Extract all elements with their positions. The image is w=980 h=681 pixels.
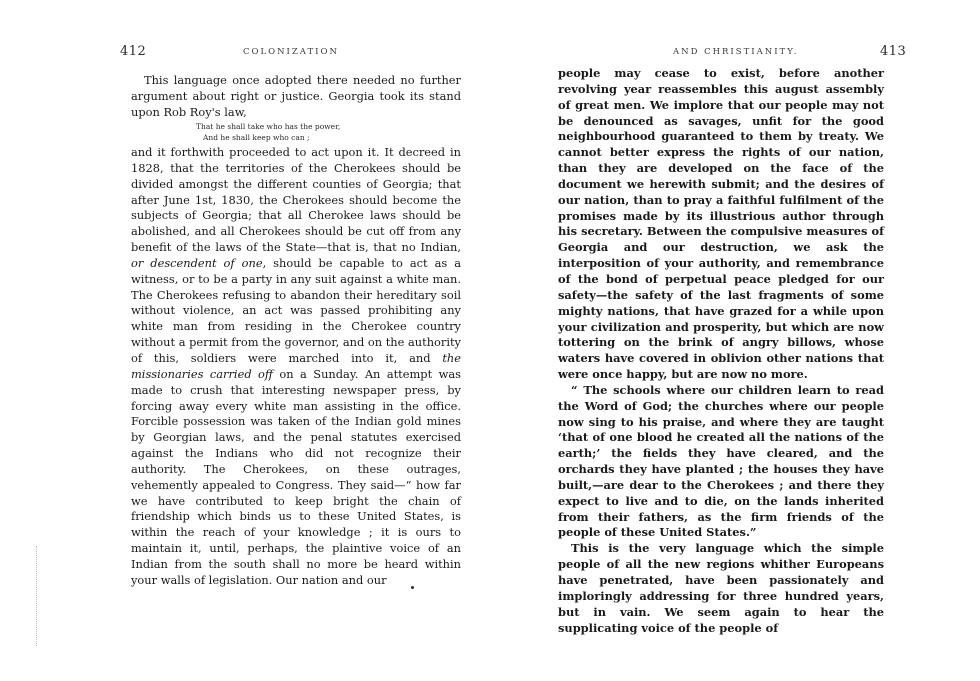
main-text-part-2: , should be capable to act as a witness, or to be a party in any suit against a white man. The Cherokees refusing to abandon their hereditary soil without violence, an act was passed prohibiting any white man from residing in the Cherokee country without a permit from the governor, and on the authority of this, soldiers were marched into it, and — [131, 255, 461, 365]
left-running-head: COLONIZATION — [243, 47, 339, 57]
main-text-part-1: and it forthwith proceeded to act upon it. It decreed in 1828, that the territories of the Cherokees should be divided amongst the different counties of Georgia; that after June 1st, 1830, the Cherokees should become the subjects of Georgia; that all Cherokee laws should be abolished, and all Cherokees should be cut off from any benefit of the laws of the State—that is, that no Indian, — [131, 145, 461, 255]
left-lead-paragraph — [131, 73, 461, 121]
verse-quotation — [196, 121, 340, 143]
italic-phrase-missionaries: the missionaries carried off — [131, 350, 461, 381]
lead-paragraph-text: This language once adopted there needed no further argument about right or justice. Georgia took its stand upon Rob Roy's law, — [131, 73, 461, 119]
right-running-head: AND CHRISTIANITY. — [673, 47, 799, 57]
ink-dot — [411, 586, 414, 589]
italic-phrase-descendent: or descendent of one — [131, 255, 263, 270]
main-text-part-3: on a Sunday. An attempt was made to crush that interesting newspaper press, by forcing away every white man assisting in the office. Forcible possession was taken of the Indian gold mines by Georgian laws, and the penal statutes exercised against the Indians who did not recognize their authority. The Cherokees, on these outrages, vehemently appealed to Congress. They said—“ how far we have contributed to keep bright the chain of friendship which binds us to these United States, is within the reach of your knowledge ; it is ours to maintain it, until, perhaps, the plaintive voice of an Indian from the south shall no more be heard within your walls of legislation. Our nation and our — [131, 366, 461, 587]
left-page-number: 412 — [120, 44, 147, 59]
verse-line-2: And he shall keep who can ; — [203, 133, 310, 142]
right-paragraph-2: “ The schools where our children learn to read the Word of God; the churches where our people now sing to his praise, and where they are taught ‘that of one blood he created all the nations of the earth;’ the fields they have cleared, and the orchards they have planted ; the houses they have built,—are dear to the Cherokees ; and there they expect to live and to die, on the lands inherited from their fathers, as the firm friends of the people of these United States.” — [558, 382, 884, 540]
right-paragraph-1: people may cease to exist, before another revolving year reassembles this august assembly of great men. We implore that our people may not be denounced as savages, unfit for the good neighbourhood guaranteed to them by treaty. We cannot better express the rights of our nation, than they are developed on the face of the document we herewith submit; and the desires of our nation, than to pray a faithful fulfilment of the promises made by its illustrious author through his secretary. Between the compulsive measures of Georgia and our destruction, we ask the interposition of your authority, and remembrance of the bond of perpetual peace pledged for our safety—the safety of the last fragments of some mighty nations, that have grazed for a while upon your civilization and prosperity, but which are now tottering on the brink of angry billows, whose waters have covered in oblivion other nations that were once happy, but are now no more. — [558, 66, 884, 382]
margin-marks — [36, 546, 41, 646]
right-page-number: 413 — [880, 44, 907, 59]
left-main-paragraph — [131, 145, 461, 589]
right-text-block — [558, 66, 884, 636]
verse-line-1: That he shall take who has the power, — [196, 122, 341, 131]
right-paragraph-3: This is the very language which the simple people of all the new regions whither Europeans have penetrated, have been passionately and imploringly addressing for three hundred years, but in vain. We seem again to hear the supplicating voice of the people of — [558, 541, 884, 635]
main-paragraph-text — [131, 145, 461, 589]
right-page — [490, 0, 980, 681]
